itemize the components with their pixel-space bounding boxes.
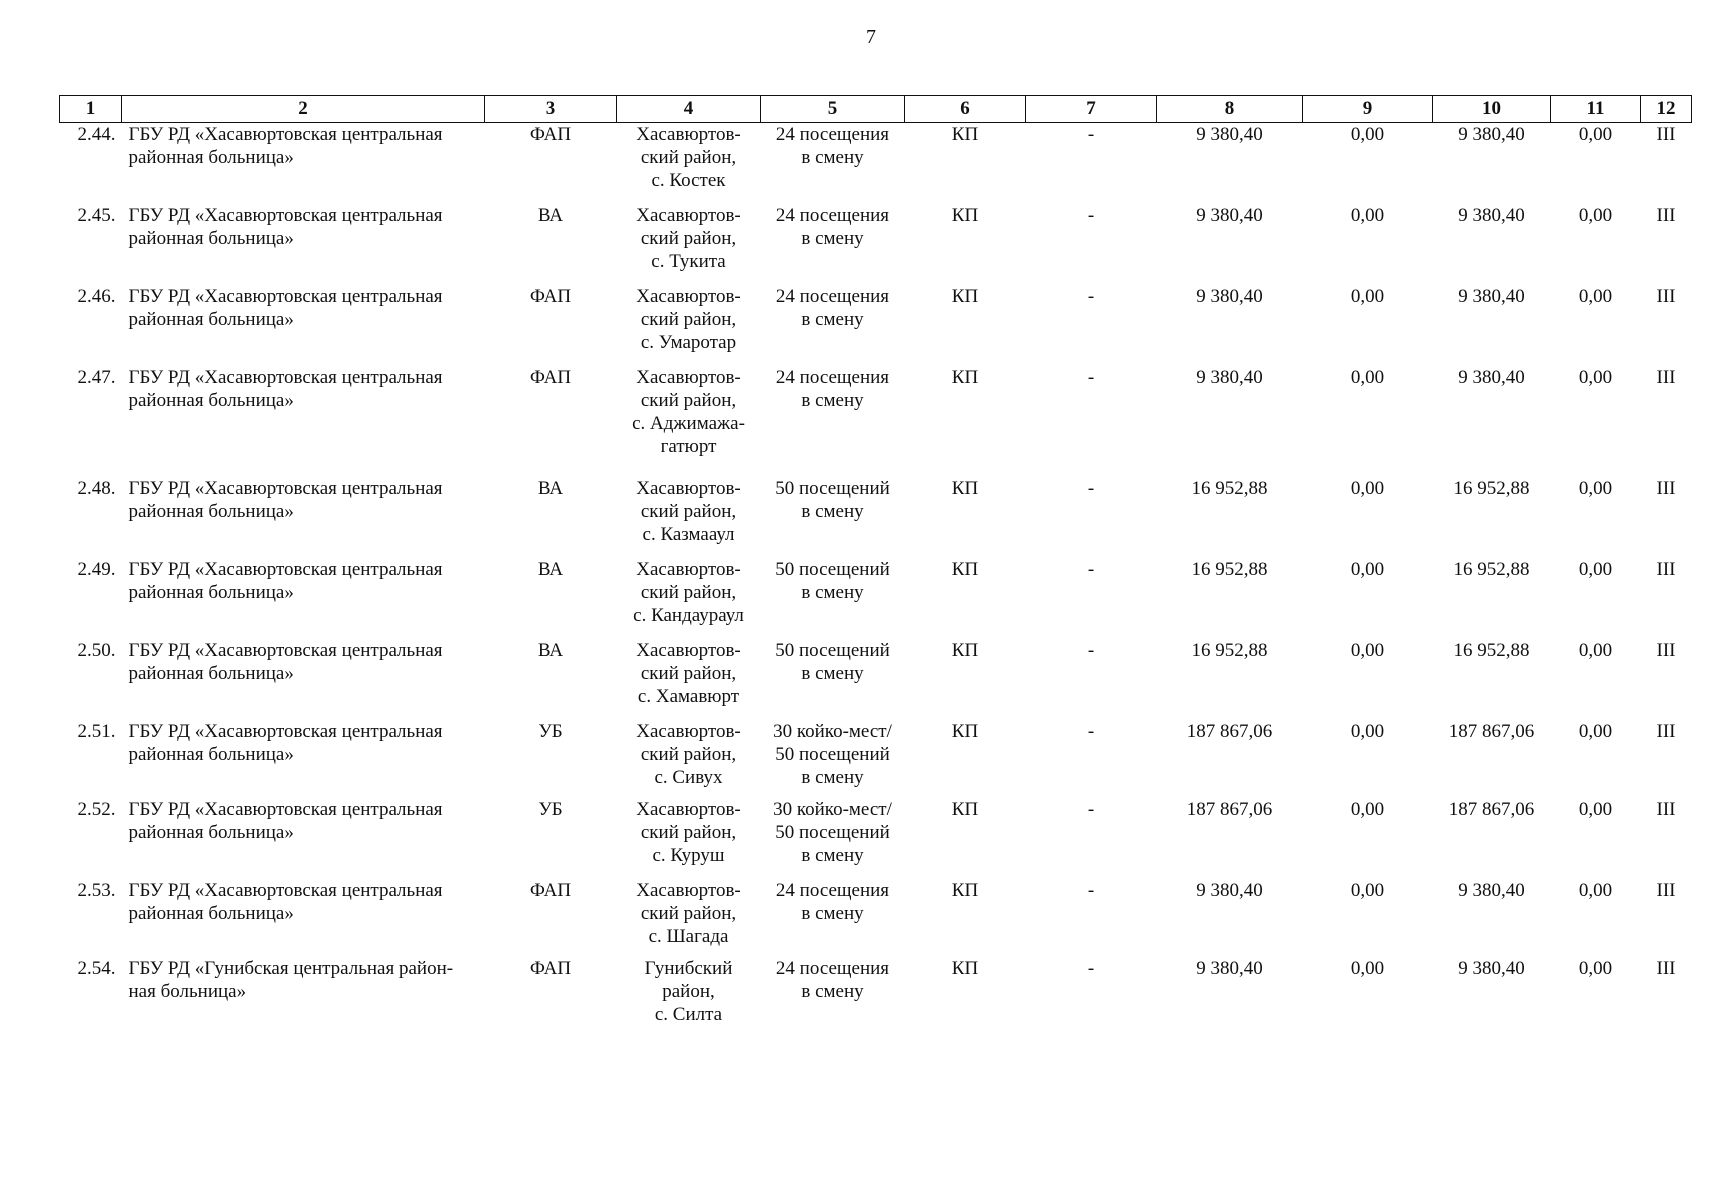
col8-cell: 9 380,40 — [1196, 285, 1263, 307]
column-header: 7 — [1026, 96, 1157, 123]
col8-cell: 16 952,88 — [1191, 558, 1268, 580]
col12-cell: III — [1656, 285, 1676, 307]
facility-type-cell: ФАП — [529, 879, 572, 901]
col6-cell: КП — [951, 124, 979, 145]
column-header: 1 — [60, 96, 122, 123]
col10-cell: 9 380,40 — [1458, 879, 1525, 901]
column-header: 5 — [761, 96, 905, 123]
col9-cell: 0,00 — [1350, 366, 1385, 388]
col12-cell: III — [1656, 124, 1676, 145]
col9-cell: 0,00 — [1350, 798, 1385, 820]
col6-cell: КП — [951, 957, 979, 979]
column-header: 6 — [905, 96, 1026, 123]
row-number-cell: 2.45. — [77, 204, 116, 226]
table-row — [60, 957, 1692, 1038]
col7-cell: - — [1087, 558, 1095, 580]
column-header: 3 — [485, 96, 617, 123]
row-number-cell: 2.51. — [77, 720, 116, 742]
col10-cell: 9 380,40 — [1458, 366, 1525, 388]
location-cell: Хасавюртов- ский район, с. Тукита — [636, 204, 741, 272]
col10-cell: 187 867,06 — [1448, 720, 1535, 742]
column-header: 10 — [1433, 96, 1551, 123]
capacity-cell: 30 койко-мест/ 50 посещений в смену — [773, 720, 892, 788]
col9-cell: 0,00 — [1350, 558, 1385, 580]
capacity-cell: 30 койко-мест/ 50 посещений в смену — [773, 798, 892, 866]
location-cell: Хасавюртов- ский район, с. Кандаураул — [633, 558, 744, 626]
organization-cell: ГБУ РД «Хасавюртовская центральная районная больница» — [128, 639, 443, 684]
table-row — [60, 123, 1692, 204]
organization-cell: ГБУ РД «Хасавюртовская центральная районная больница» — [128, 879, 443, 924]
organization-cell: ГБУ РД «Хасавюртовская центральная районная больница» — [128, 285, 443, 330]
table-body — [60, 123, 1692, 1038]
row-number-cell: 2.50. — [77, 639, 116, 661]
column-header: 11 — [1551, 96, 1641, 123]
facility-type-cell: ФАП — [529, 366, 572, 388]
col8-cell: 9 380,40 — [1196, 124, 1263, 145]
capacity-cell: 24 посещения в смену — [775, 124, 890, 168]
col10-cell: 9 380,40 — [1458, 957, 1525, 979]
col7-cell: - — [1087, 957, 1095, 979]
col6-cell: КП — [951, 477, 979, 499]
capacity-cell: 50 посещений в смену — [775, 558, 890, 603]
facility-type-cell: ВА — [537, 639, 564, 661]
col10-cell: 16 952,88 — [1453, 639, 1530, 661]
column-header: 4 — [617, 96, 761, 123]
col7-cell: - — [1087, 798, 1095, 820]
row-number-cell: 2.48. — [77, 477, 116, 499]
column-header: 9 — [1303, 96, 1433, 123]
location-cell: Хасавюртов- ский район, с. Аджимажа- гатюрт — [632, 366, 745, 457]
col6-cell: КП — [951, 720, 979, 742]
col8-cell: 9 380,40 — [1196, 957, 1263, 979]
organization-cell: ГБУ РД «Хасавюртовская центральная районная больница» — [128, 124, 443, 168]
table-row — [60, 366, 1692, 477]
table-header — [60, 96, 1692, 123]
col9-cell: 0,00 — [1350, 477, 1385, 499]
col7-cell: - — [1087, 477, 1095, 499]
column-header: 2 — [122, 96, 485, 123]
row-number-cell: 2.46. — [77, 285, 116, 307]
row-number-cell: 2.44. — [77, 124, 116, 145]
facility-type-cell: УБ — [538, 798, 563, 820]
col8-cell: 187 867,06 — [1186, 798, 1273, 820]
capacity-cell: 24 посещения в смену — [775, 366, 890, 411]
facilities-table — [59, 95, 1692, 1038]
table-row — [60, 477, 1692, 558]
col8-cell: 9 380,40 — [1196, 879, 1263, 901]
col7-cell: - — [1087, 879, 1095, 901]
capacity-cell: 24 посещения в смену — [775, 879, 890, 924]
col7-cell: - — [1087, 285, 1095, 307]
organization-cell: ГБУ РД «Гунибская центральная район- ная больница» — [128, 957, 454, 1002]
organization-cell: ГБУ РД «Хасавюртовская центральная районная больница» — [128, 366, 443, 411]
capacity-cell: 50 посещений в смену — [775, 639, 890, 684]
location-cell: Хасавюртов- ский район, с. Костек — [636, 124, 741, 191]
col9-cell: 0,00 — [1350, 720, 1385, 742]
facility-type-cell: УБ — [538, 720, 563, 742]
col10-cell: 9 380,40 — [1458, 285, 1525, 307]
header-row — [60, 96, 1692, 123]
column-header: 12 — [1641, 96, 1692, 123]
col6-cell: КП — [951, 879, 979, 901]
col10-cell: 9 380,40 — [1458, 204, 1525, 226]
organization-cell: ГБУ РД «Хасавюртовская центральная районная больница» — [128, 798, 443, 843]
col11-cell: 0,00 — [1578, 798, 1613, 820]
col7-cell: - — [1087, 720, 1095, 742]
col10-cell: 16 952,88 — [1453, 558, 1530, 580]
col9-cell: 0,00 — [1350, 639, 1385, 661]
row-number-cell: 2.52. — [77, 798, 116, 820]
location-cell: Хасавюртов- ский район, с. Умаротар — [636, 285, 741, 353]
col11-cell: 0,00 — [1578, 285, 1613, 307]
table-row — [60, 204, 1692, 285]
facility-type-cell: ВА — [537, 558, 564, 580]
col12-cell: III — [1656, 477, 1676, 499]
facility-type-cell: ВА — [537, 477, 564, 499]
col9-cell: 0,00 — [1350, 285, 1385, 307]
row-number-cell: 2.53. — [77, 879, 116, 901]
facility-type-cell: ФАП — [529, 285, 572, 307]
col7-cell: - — [1087, 204, 1095, 226]
location-cell: Хасавюртов- ский район, с. Хамавюрт — [636, 639, 741, 707]
table-row — [60, 558, 1692, 639]
col8-cell: 9 380,40 — [1196, 366, 1263, 388]
col9-cell: 0,00 — [1350, 124, 1385, 145]
col12-cell: III — [1656, 558, 1676, 580]
col9-cell: 0,00 — [1350, 879, 1385, 901]
location-cell: Хасавюртов- ский район, с. Шагада — [636, 879, 741, 947]
table-row — [60, 639, 1692, 720]
location-cell: Хасавюртов- ский район, с. Куруш — [636, 798, 741, 866]
location-cell: Хасавюртов- ский район, с. Казмааул — [636, 477, 741, 545]
table-row — [60, 798, 1692, 879]
row-number-cell: 2.49. — [77, 558, 116, 580]
capacity-cell: 24 посещения в смену — [775, 285, 890, 330]
col6-cell: КП — [951, 366, 979, 388]
col11-cell: 0,00 — [1578, 204, 1613, 226]
col9-cell: 0,00 — [1350, 957, 1385, 979]
col12-cell: III — [1656, 204, 1676, 226]
col6-cell: КП — [951, 639, 979, 661]
col11-cell: 0,00 — [1578, 879, 1613, 901]
col10-cell: 16 952,88 — [1453, 477, 1530, 499]
col12-cell: III — [1656, 879, 1676, 901]
col6-cell: КП — [951, 285, 979, 307]
facility-type-cell: ФАП — [529, 957, 572, 979]
capacity-cell: 50 посещений в смену — [775, 477, 890, 522]
table-row — [60, 879, 1692, 957]
organization-cell: ГБУ РД «Хасавюртовская центральная районная больница» — [128, 558, 443, 603]
page-number: 7 — [866, 26, 876, 48]
table-row — [60, 720, 1692, 798]
row-number-cell: 2.54. — [77, 957, 116, 979]
col11-cell: 0,00 — [1578, 124, 1613, 145]
col6-cell: КП — [951, 204, 979, 226]
col10-cell: 187 867,06 — [1448, 798, 1535, 820]
col11-cell: 0,00 — [1578, 720, 1613, 742]
col9-cell: 0,00 — [1350, 204, 1385, 226]
capacity-cell: 24 посещения в смену — [775, 957, 890, 1002]
col11-cell: 0,00 — [1578, 639, 1613, 661]
row-number-cell: 2.47. — [77, 366, 116, 388]
organization-cell: ГБУ РД «Хасавюртовская центральная районная больница» — [128, 477, 443, 522]
col6-cell: КП — [951, 798, 979, 820]
organization-cell: ГБУ РД «Хасавюртовская центральная районная больница» — [128, 204, 443, 249]
col8-cell: 9 380,40 — [1196, 204, 1263, 226]
facility-type-cell: ВА — [537, 204, 564, 226]
col12-cell: III — [1656, 366, 1676, 388]
col7-cell: - — [1087, 124, 1095, 145]
col11-cell: 0,00 — [1578, 477, 1613, 499]
facility-type-cell: ФАП — [529, 124, 572, 145]
col12-cell: III — [1656, 798, 1676, 820]
col7-cell: - — [1087, 639, 1095, 661]
col11-cell: 0,00 — [1578, 366, 1613, 388]
organization-cell: ГБУ РД «Хасавюртовская центральная районная больница» — [128, 720, 443, 765]
col6-cell: КП — [951, 558, 979, 580]
col8-cell: 16 952,88 — [1191, 477, 1268, 499]
col12-cell: III — [1656, 639, 1676, 661]
col10-cell: 9 380,40 — [1458, 124, 1525, 145]
location-cell: Хасавюртов- ский район, с. Сивух — [636, 720, 741, 788]
col11-cell: 0,00 — [1578, 558, 1613, 580]
location-cell: Гунибский район, с. Силта — [644, 957, 733, 1025]
col11-cell: 0,00 — [1578, 957, 1613, 979]
capacity-cell: 24 посещения в смену — [775, 204, 890, 249]
col12-cell: III — [1656, 957, 1676, 979]
col8-cell: 187 867,06 — [1186, 720, 1273, 742]
col8-cell: 16 952,88 — [1191, 639, 1268, 661]
column-header: 8 — [1157, 96, 1303, 123]
col7-cell: - — [1087, 366, 1095, 388]
table-row — [60, 285, 1692, 366]
col12-cell: III — [1656, 720, 1676, 742]
